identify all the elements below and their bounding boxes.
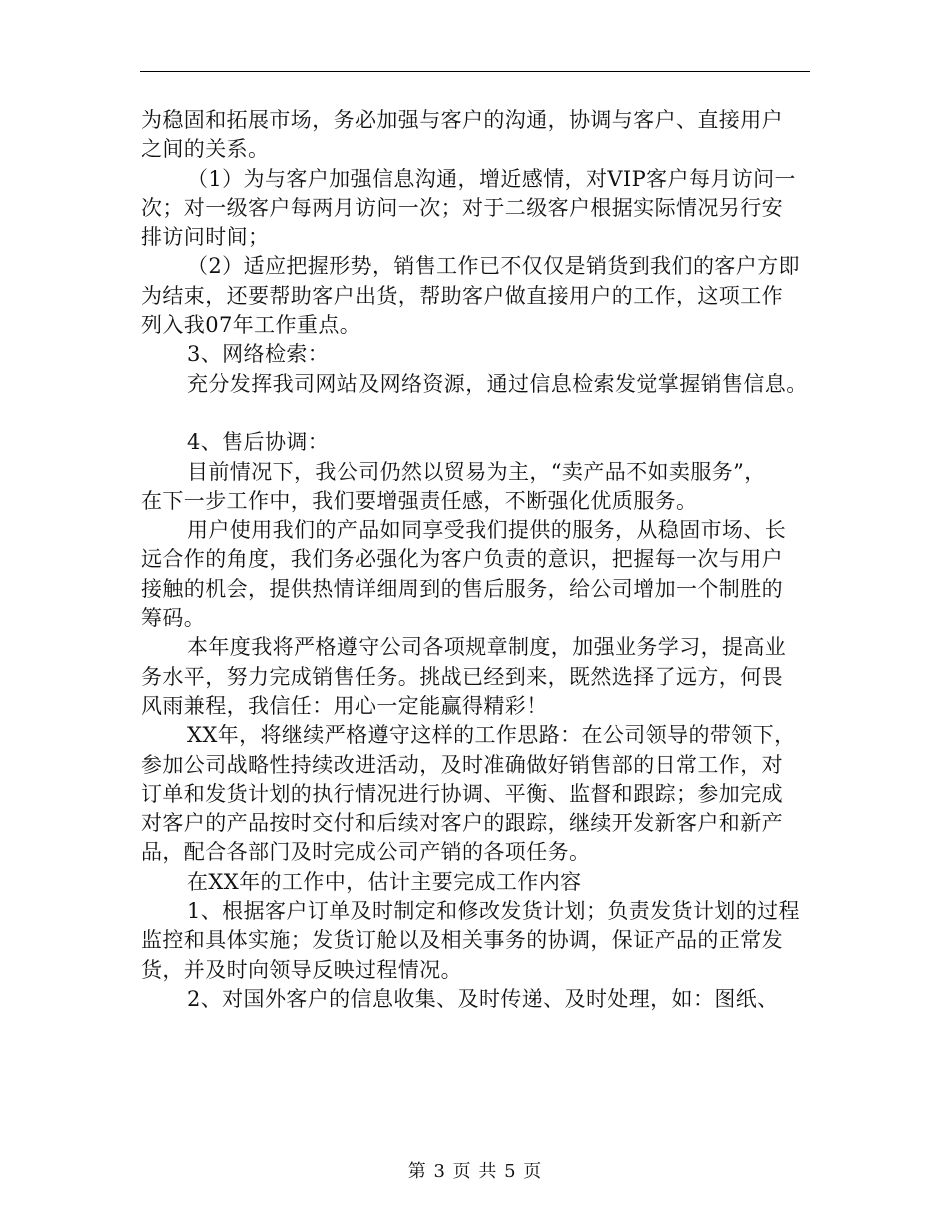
text-line: 远合作的角度，我们务必强化为客户负责的意识，把握每一次与用户: [141, 547, 783, 572]
text-line: 对客户的产品按时交付和后续对客户的跟踪，继续开发新客户和新产: [141, 811, 783, 836]
text-line: 货，并及时向领导反映过程情况。: [141, 957, 462, 982]
text-line: （2）适应把握形势，销售工作已不仅仅是销货到我们的客户方即: [187, 254, 800, 279]
text-line: XX年，将继续严格遵守这样的工作思路：在公司领导的带领下，: [187, 723, 796, 748]
section-heading: 4、售后协调：: [187, 430, 330, 455]
text-line: 务水平，努力完成销售任务。挑战已经到来，既然选择了远方，何畏: [141, 664, 783, 689]
text-line: 订单和发货计划的执行情况进行协调、平衡、监督和跟踪；参加完成: [141, 781, 783, 806]
section-heading: 3、网络检索：: [187, 342, 330, 367]
text-line: 次；对一级客户每两月访问一次；对于二级客户根据实际情况另行安: [141, 195, 783, 220]
text-line: 在XX年的工作中，估计主要完成工作内容: [187, 869, 582, 894]
text-line: 接触的机会，提供热情详细周到的售后服务，给公司增加一个制胜的: [141, 576, 783, 601]
text-line: 参加公司战略性持续改进活动，及时准确做好销售部的日常工作，对: [141, 752, 783, 777]
text-line: 充分发挥我司网站及网络资源，通过信息检索发觉掌握销售信息。: [187, 371, 808, 396]
text-line: 之间的关系。: [141, 137, 270, 162]
text-line: 在下一步工作中，我们要增强责任感，不断强化优质服务。: [141, 488, 698, 513]
text-line: 列入我07年工作重点。: [141, 313, 362, 338]
text-line: 1、根据客户订单及时制定和修改发货计划；负责发货计划的过程: [187, 899, 800, 924]
text-line: 品，配合各部门及时完成公司产销的各项任务。: [141, 840, 591, 865]
text-line: 筹码。: [141, 606, 206, 631]
page-footer: 第 3 页 共 5 页: [407, 1161, 543, 1182]
text-line: 本年度我将严格遵守公司各项规章制度，加强业务学习，提高业: [187, 635, 787, 660]
text-line: 为结束，还要帮助客户出货，帮助客户做直接用户的工作，这项工作: [141, 283, 783, 308]
text-line: （1）为与客户加强信息沟通，增近感情，对VIP客户每月访问一: [187, 166, 796, 191]
text-line: 为稳固和拓展市场，务必加强与客户的沟通，协调与客户、直接用户: [141, 108, 783, 132]
text-line: 监控和具体实施；发货订舱以及相关事务的协调，保证产品的正常发: [141, 928, 783, 953]
header-rule: [140, 71, 810, 72]
blank-line: [141, 399, 813, 428]
text-line: 2、对国外客户的信息收集、及时传递、及时处理，如：图纸、: [187, 986, 779, 1011]
text-line: 风雨兼程，我信任：用心一定能赢得精彩！: [141, 693, 548, 718]
text-line: 排访问时间；: [141, 225, 270, 250]
text-line: 目前情况下，我公司仍然以贸易为主，“卖产品不如卖服务”，: [187, 459, 766, 484]
document-body: [141, 106, 813, 1014]
text-line: 用户使用我们的产品如同享受我们提供的服务，从稳固市场、长: [187, 518, 787, 543]
